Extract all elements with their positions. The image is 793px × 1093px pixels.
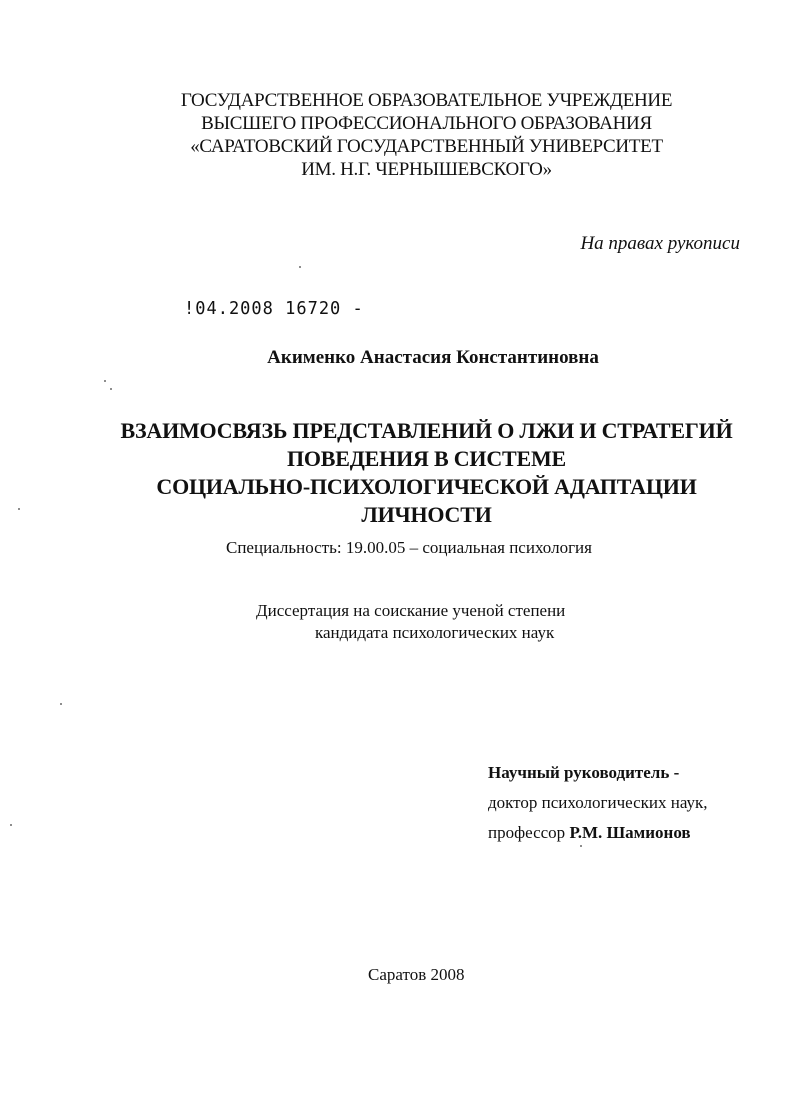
- supervisor-name: Р.М. Шамионов: [569, 823, 691, 842]
- scan-speck: [580, 845, 582, 847]
- scan-speck: [299, 266, 301, 268]
- scan-speck: [104, 380, 106, 382]
- supervisor-title: профессор: [488, 823, 566, 842]
- thesis-title-line: ЛИЧНОСТИ: [361, 502, 492, 527]
- scan-speck: [18, 508, 20, 510]
- thesis-title-line: ПОВЕДЕНИЯ В СИСТЕМЕ: [286, 446, 567, 471]
- institution-line: ВЫСШЕГО ПРОФЕССИОНАЛЬНОГО ОБРАЗОВАНИЯ: [201, 113, 652, 134]
- scan-speck: [60, 703, 62, 705]
- specialty: Специальность: 19.00.05 – социальная психология: [226, 538, 592, 557]
- institution-line: «САРАТОВСКИЙ ГОСУДАРСТВЕННЫЙ УНИВЕРСИТЕТ: [190, 136, 663, 157]
- degree-line-1: Диссертация на соискание ученой степени: [256, 601, 566, 620]
- archive-stamp-number: !04.2008 16720 -: [184, 298, 364, 320]
- institution-line: ИМ. Н.Г. ЧЕРНЫШЕВСКОГО»: [301, 159, 552, 180]
- supervisor-degree: доктор психологических наук,: [488, 793, 708, 812]
- supervisor-label: Научный руководитель -: [488, 763, 680, 782]
- thesis-title-line: СОЦИАЛЬНО-ПСИХОЛОГИЧЕСКОЙ АДАПТАЦИИ: [156, 474, 697, 499]
- city-year: Саратов 2008: [368, 965, 465, 984]
- degree-statement: [256, 600, 565, 644]
- institution-line: ГОСУДАРСТВЕННОЕ ОБРАЗОВАТЕЛЬНОЕ УЧРЕЖДЕНИЕ: [180, 90, 673, 111]
- scan-speck: [110, 388, 112, 390]
- thesis-title-line: ВЗАИМОСВЯЗЬ ПРЕДСТАВЛЕНИЙ О ЛЖИ И СТРАТЕГИЙ: [120, 418, 733, 443]
- thesis-title: [60, 417, 793, 529]
- scan-speck: [10, 824, 12, 826]
- institution-header: [100, 89, 753, 181]
- manuscript-rights-note: На правах рукописи: [580, 233, 740, 254]
- supervisor-name-line: [488, 818, 708, 848]
- author-name: Акименко Анастасия Константиновна: [267, 347, 599, 368]
- supervisor-block: [488, 758, 708, 848]
- degree-line-2: кандидата психологических наук: [315, 623, 555, 642]
